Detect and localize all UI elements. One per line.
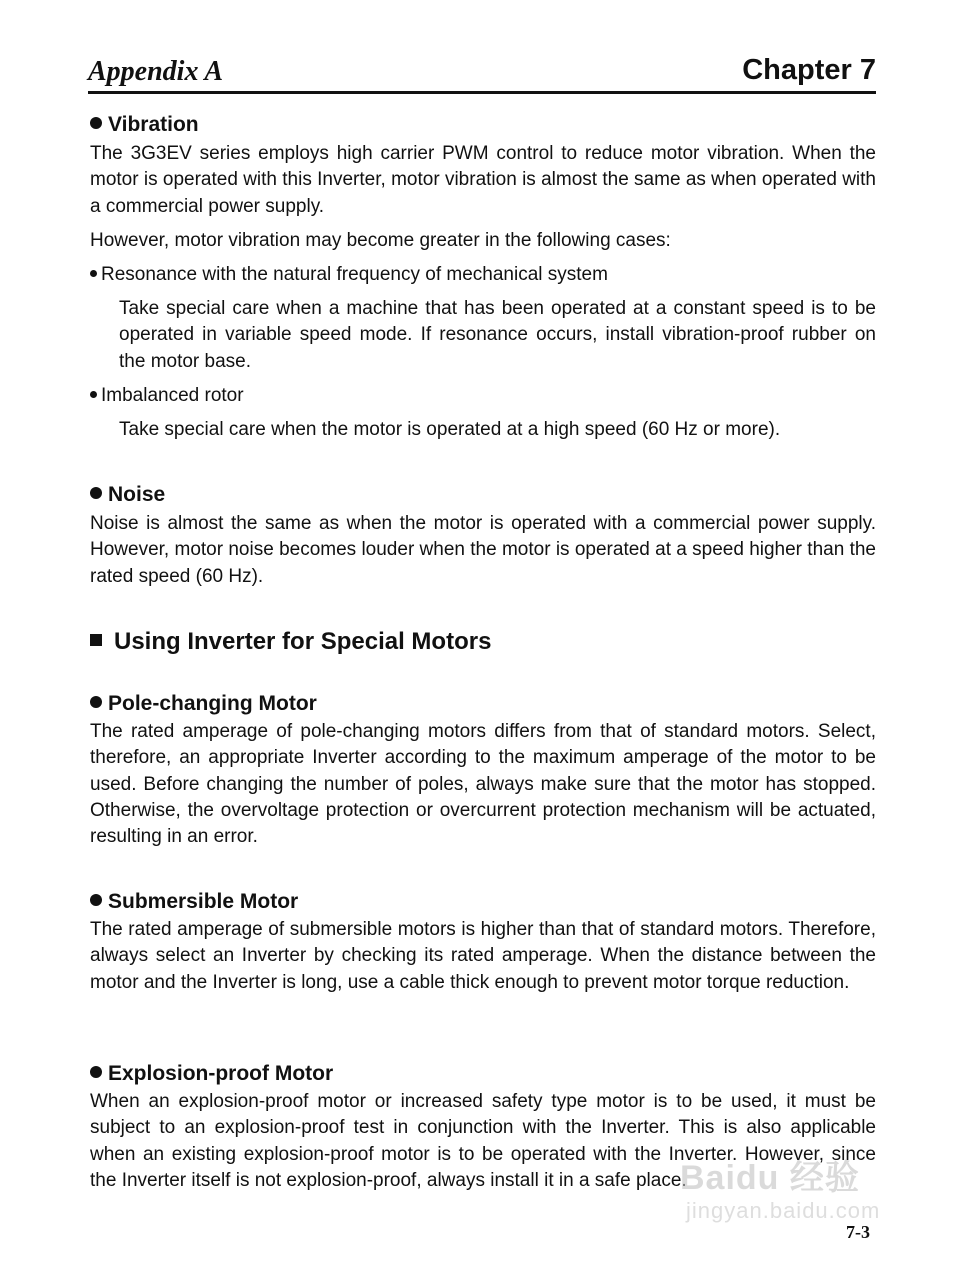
bullet-dot-icon bbox=[90, 696, 102, 708]
pole-changing-paragraph: The rated amperage of pole-changing motors differs from that of standard motors. Select, therefore, an appropriate Inverter according to the maximum amperage of the motor to be used. Before changing the number of poles, always make sure that the motor has stopped. Otherwise, the overvoltage protection or overcurrent protection mechanism will be actuated, resulting in an error. bbox=[90, 721, 876, 848]
header-appendix-label: Appendix A bbox=[88, 56, 224, 87]
bullet-dot-icon bbox=[90, 1066, 102, 1078]
pole-changing-heading bbox=[90, 691, 876, 717]
bullet-imbalanced-text: Imbalanced rotor bbox=[101, 385, 244, 406]
section-heading bbox=[90, 627, 876, 657]
vibration-bullet-resonance bbox=[90, 262, 876, 288]
watermark-url: jingyan.baidu.com bbox=[686, 1198, 881, 1223]
bullet-resonance-text: Resonance with the natural frequency of mechanical system bbox=[101, 264, 608, 285]
vibration-heading-text: Vibration bbox=[108, 113, 199, 136]
explosion-proof-heading-text: Explosion-proof Motor bbox=[108, 1062, 334, 1085]
section-heading-text: Using Inverter for Special Motors bbox=[114, 628, 492, 655]
vibration-paragraph-1: The 3G3EV series employs high carrier PWM control to reduce motor vibration. When the motor is operated with this Inverter, motor vibration is almost the same as when operated with a commercial power supply. bbox=[90, 143, 876, 217]
vibration-paragraph-2: However, motor vibration may become greater in the following cases: bbox=[90, 230, 671, 251]
explosion-proof-paragraph: When an explosion-proof motor or increased safety type motor is to be used, it must be subject to an explosion-proof test in conjunction with the Inverter. This is also applicable when an existing explosion-proof motor is to be operated with the Inverter. However, since the Inverter itself is not explosion-proof, always install it in a safe place. bbox=[90, 1091, 876, 1191]
submersible-heading bbox=[90, 889, 876, 915]
bullet-dot-icon bbox=[90, 117, 102, 129]
noise-heading bbox=[90, 482, 876, 508]
vibration-bullet-imbalanced bbox=[90, 383, 876, 409]
bullet-dot-icon bbox=[90, 391, 97, 398]
noise-heading-text: Noise bbox=[108, 483, 166, 506]
vibration-bullet-imbalanced-detail: Take special care when the motor is operated at a high speed (60 Hz or more). bbox=[119, 419, 781, 440]
bullet-dot-icon bbox=[90, 270, 97, 277]
pole-changing-heading-text: Pole-changing Motor bbox=[108, 692, 317, 715]
submersible-paragraph: The rated amperage of submersible motors is higher than that of standard motors. Therefore, always select an Inverter by checking its rated amperage. When the distance between the motor and the Inverter is long, use a cable thick enough to prevent motor torque reduction. bbox=[90, 919, 876, 993]
page-number: 7-3 bbox=[846, 1222, 870, 1242]
vibration-bullet-resonance-detail: Take special care when a machine that has been operated at a constant speed is to be operated in variable speed mode. If resonance occurs, install vibration-proof rubber on the motor base. bbox=[119, 298, 876, 372]
header-chapter-label: Chapter 7 bbox=[742, 54, 876, 86]
square-bullet-icon bbox=[90, 634, 102, 646]
submersible-heading-text: Submersible Motor bbox=[108, 890, 299, 913]
bullet-dot-icon bbox=[90, 894, 102, 906]
page-header bbox=[88, 52, 876, 94]
noise-paragraph: Noise is almost the same as when the motor is operated with a commercial power supply. However, motor noise becomes louder when the motor is operated at a speed higher than the rated speed (60 Hz). bbox=[90, 513, 876, 587]
bullet-dot-icon bbox=[90, 487, 102, 499]
header-rule bbox=[88, 91, 876, 94]
explosion-proof-heading bbox=[90, 1061, 876, 1087]
vibration-heading bbox=[90, 112, 876, 138]
watermark-logo: Baidu 经验 bbox=[680, 1159, 860, 1197]
